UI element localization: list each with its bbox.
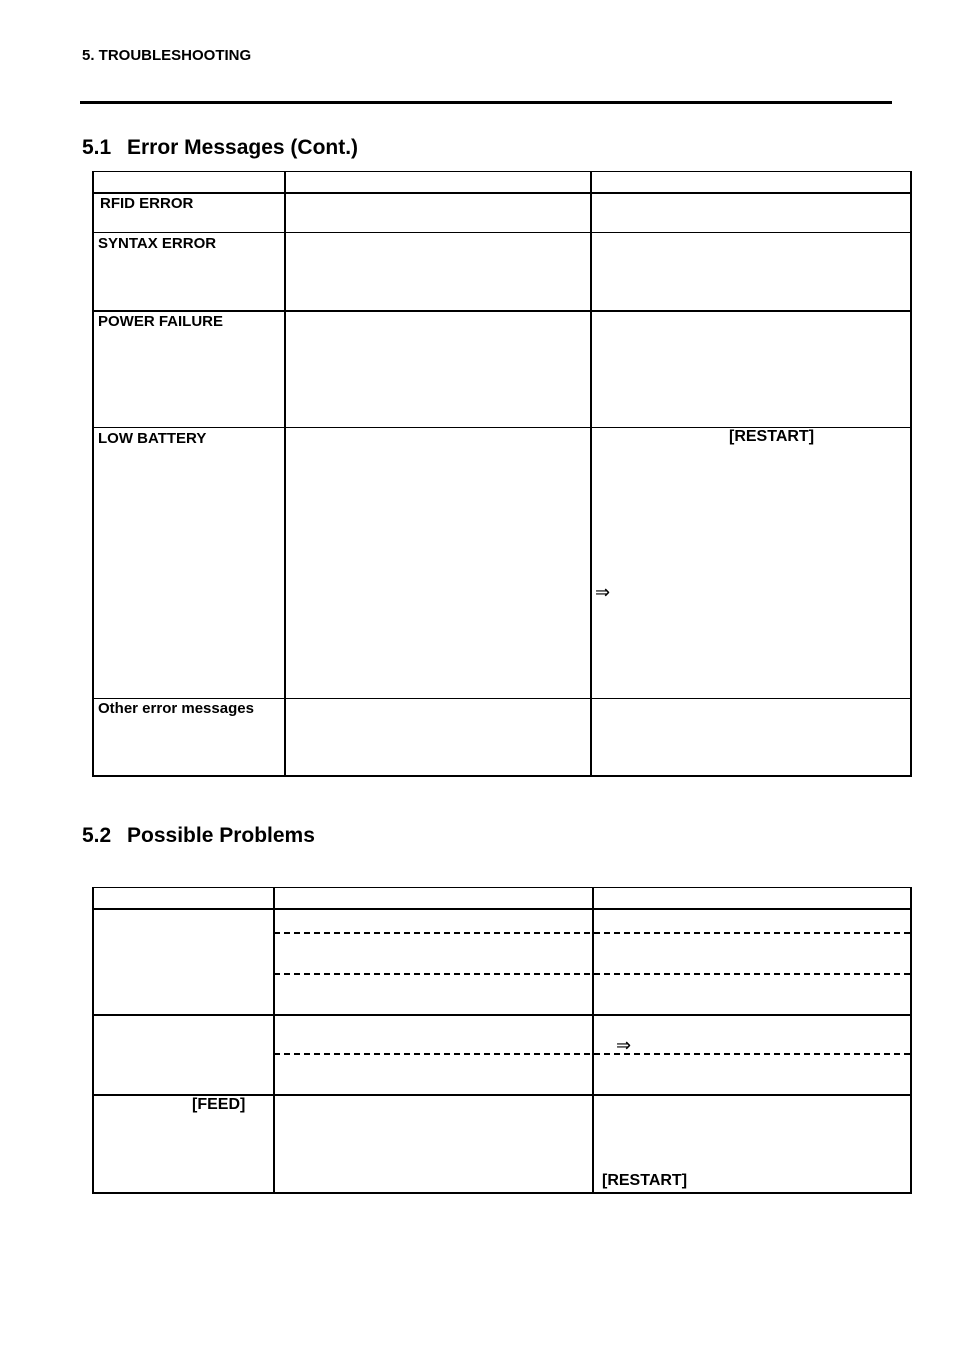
error-message-cell: Other error messages — [98, 700, 254, 717]
table-rule — [92, 1192, 912, 1194]
error-message-cell: POWER FAILURE — [98, 313, 224, 330]
table-col-rule — [273, 887, 275, 1194]
table-header-rule — [92, 192, 912, 194]
section-number: 5.1 — [82, 136, 112, 159]
table-col-rule — [590, 171, 592, 777]
table-rule — [92, 310, 912, 312]
section-number: 5.2 — [82, 824, 112, 847]
table-header-rule — [92, 908, 912, 910]
table-rule — [92, 232, 912, 233]
error-message-cell: SYNTAX ERROR — [98, 235, 217, 252]
table-rule — [92, 171, 912, 172]
table-col-rule — [592, 887, 594, 1194]
restart-key-label: [RESTART] — [602, 1172, 688, 1189]
feed-key-label: [FEED] — [192, 1096, 246, 1113]
section-title-possible-problems — [82, 824, 315, 848]
table-col-rule — [284, 171, 286, 777]
error-message-cell: RFID ERROR — [100, 195, 194, 212]
error-message-cell: LOW BATTERY — [98, 430, 207, 447]
table-rule — [92, 775, 912, 777]
right-arrow-icon: ⇒ — [616, 1035, 632, 1056]
table-rule — [92, 1014, 912, 1016]
section-title-error-messages — [82, 136, 358, 160]
table-col-rule — [910, 171, 912, 777]
table-rule — [92, 698, 912, 699]
section-title-text: Possible Problems — [127, 824, 315, 847]
header-divider — [80, 101, 892, 104]
restart-key-label: [RESTART] — [729, 428, 815, 445]
page-section-label: 5. TROUBLESHOOTING — [82, 47, 252, 64]
table-col-rule — [92, 171, 94, 777]
table-rule — [92, 887, 912, 888]
right-arrow-icon: ⇒ — [595, 582, 611, 603]
section-title-text: Error Messages (Cont.) — [127, 136, 359, 159]
table-col-rule — [92, 887, 94, 1194]
table-col-rule — [910, 887, 912, 1194]
